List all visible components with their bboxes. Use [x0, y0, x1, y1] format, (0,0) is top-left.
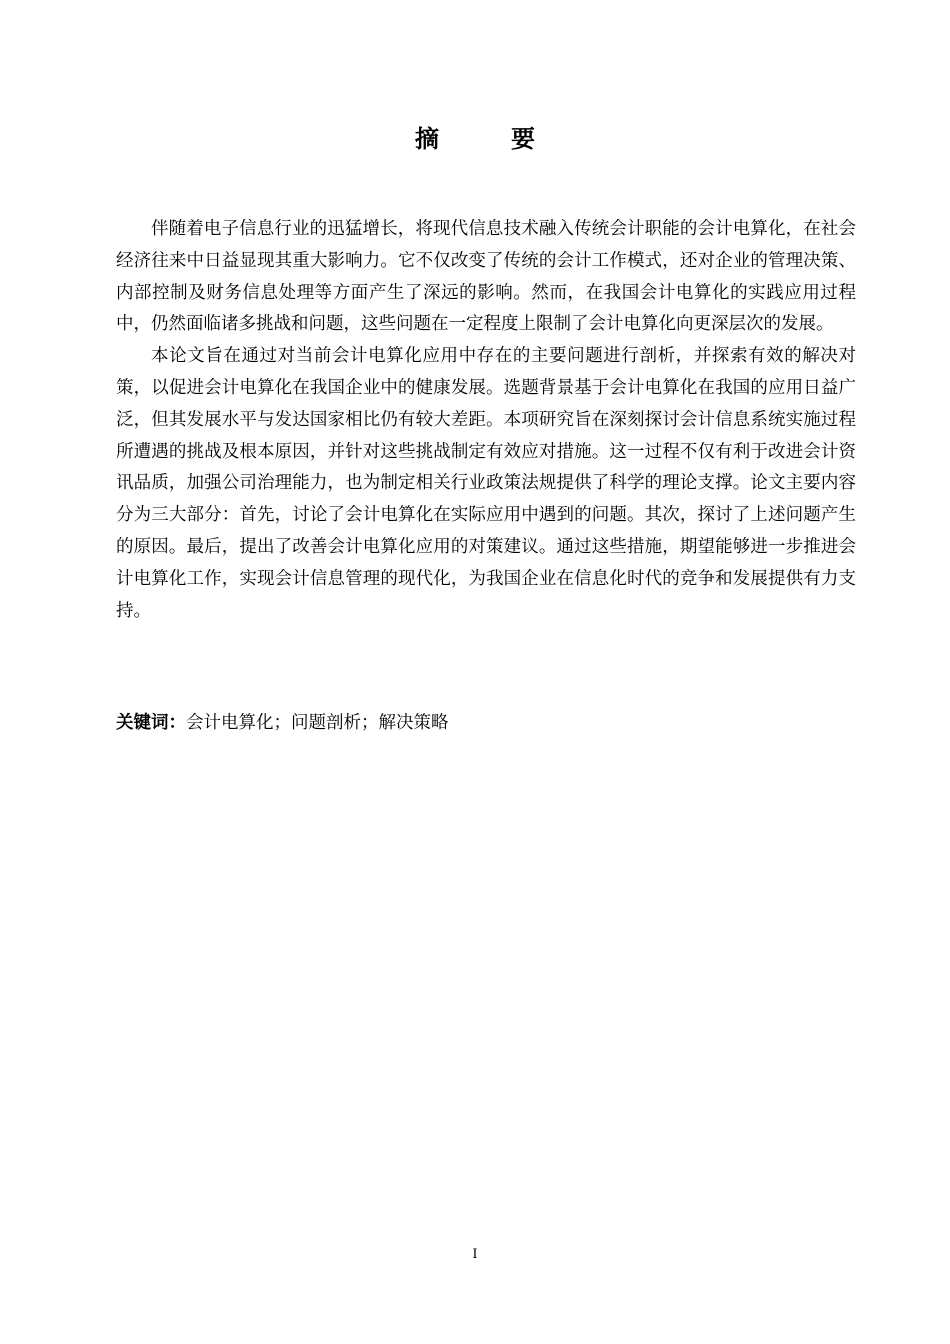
abstract-paragraph: 本论文旨在通过对当前会计电算化应用中存在的主要问题进行剖析，并探索有效的解决对策，以促进会计电算化在我国企业中的健康发展。选题背景基于会计电算化在我国的应用日益广泛，但其发展水平与发达国家相比仍有较大差距。本项研究旨在深刻探讨会计信息系统实施过程所遭遇的挑战及根本原因，并针对这些挑战制定有效应对措施。这一过程不仅有利于改进会计资讯品质，加强公司治理能力，也为制定相关行业政策法规提供了科学的理论支撑。论文主要内容分为三大部分：首先，讨论了会计电算化在实际应用中遇到的问题。其次，探讨了上述问题产生的原因。最后，提出了改善会计电算化应用的对策建议。通过这些措施，期望能够进一步推进会计电算化工作，实现会计信息管理的现代化，为我国企业在信息化时代的竞争和发展提供有力支持。 — [116, 346, 856, 621]
page-title: 摘 要 — [415, 124, 559, 153]
abstract-paragraph: 伴随着电子信息行业的迅猛增长，将现代信息技术融入传统会计职能的会计电算化，在社会经济往来中日益显现其重大影响力。它不仅改变了传统的会计工作模式，还对企业的管理决策、内部控制及财务信息处理等方面产生了深远的影响。然而，在我国会计电算化的实践应用过程中，仍然面临诸多挑战和问题，这些问题在一定程度上限制了会计电算化向更深层次的发展。 — [116, 219, 856, 335]
keywords-value: 会计电算化；问题剖析；解决策略 — [186, 713, 449, 733]
page-number: I — [472, 1247, 478, 1262]
keywords-line — [116, 708, 856, 740]
abstract-body — [116, 214, 856, 627]
keywords-label: 关键词： — [116, 713, 186, 733]
